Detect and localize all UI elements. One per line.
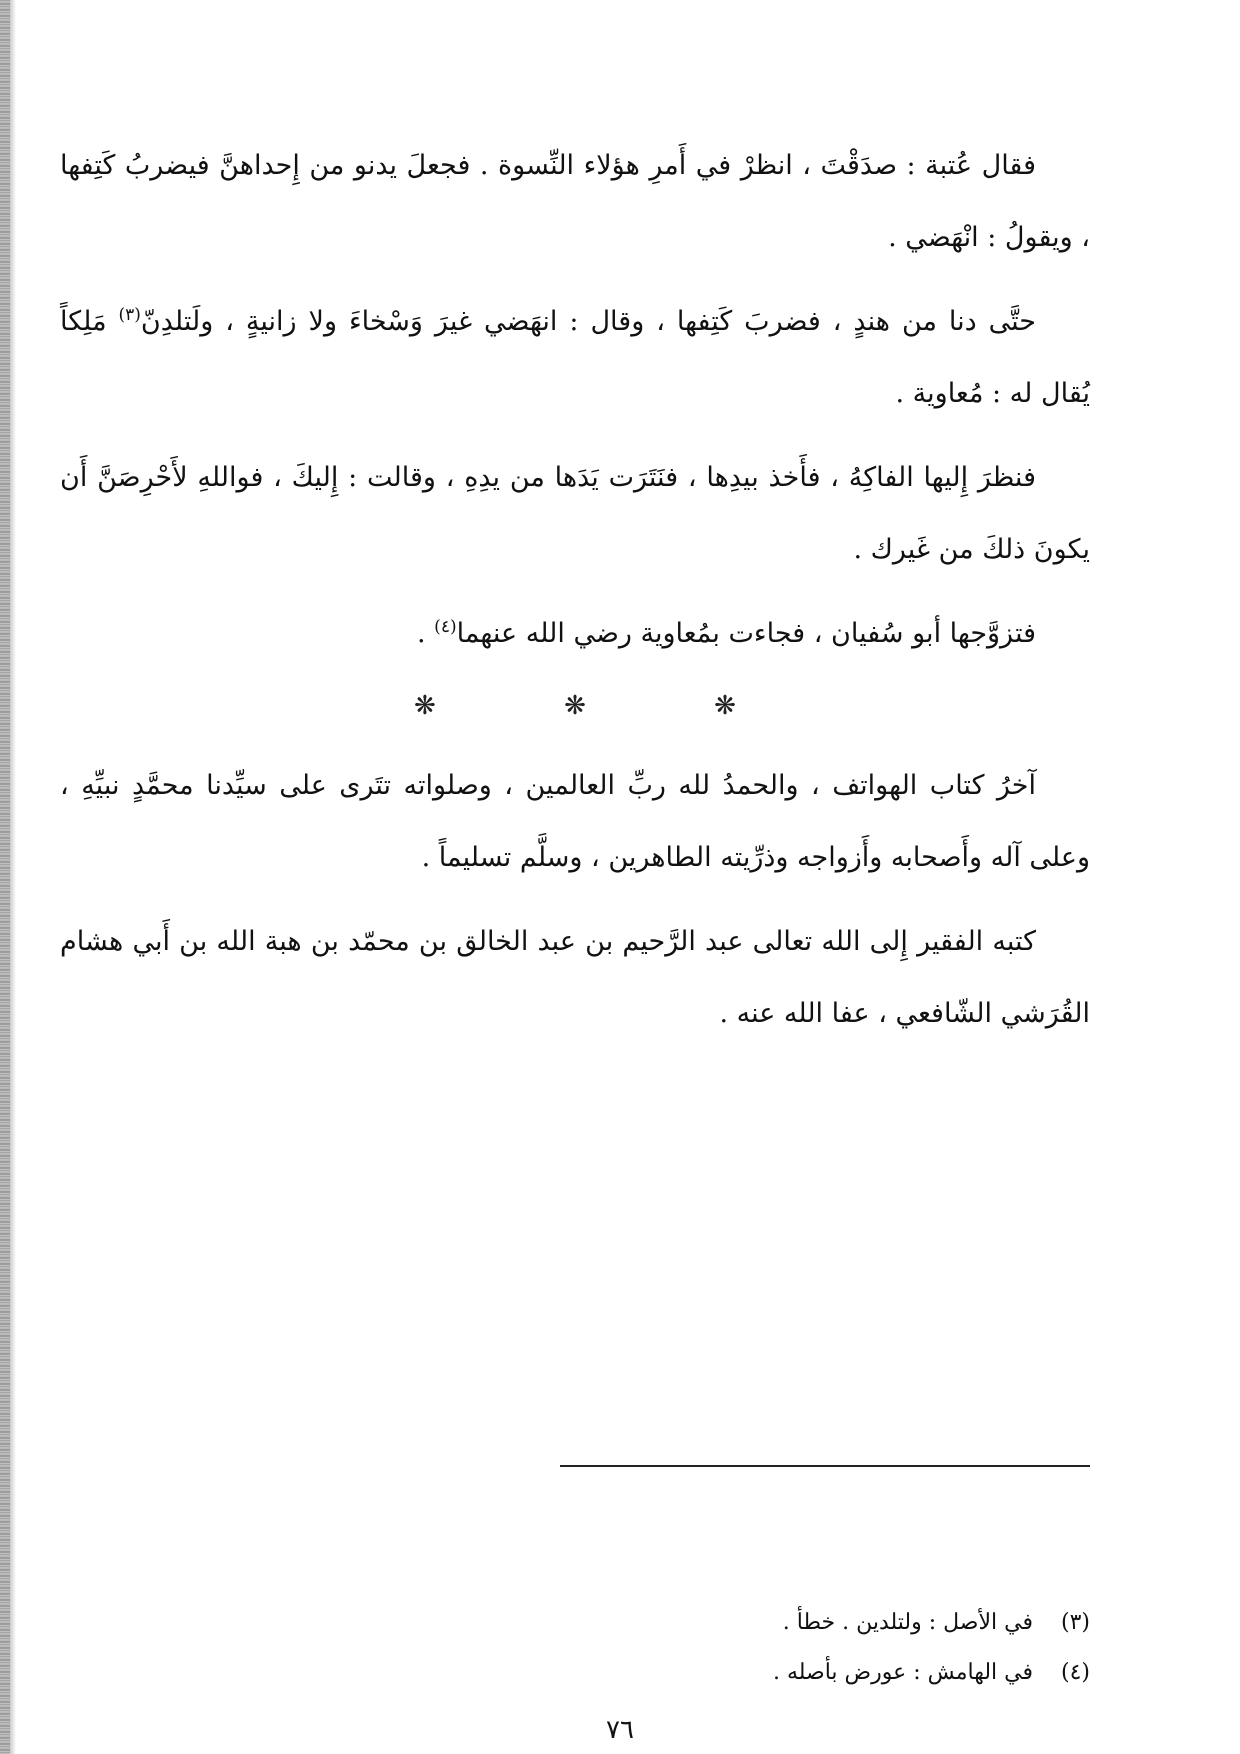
paragraph-text: فتزوَّجها أبو سُفيان ، فجاءت بمُعاوية رضي الله عنهما <box>456 618 1036 649</box>
footnote-3 <box>560 1598 1090 1648</box>
section-separator-stars: ❋ ❋ ❋ <box>414 691 796 721</box>
footnote-4 <box>560 1648 1090 1698</box>
footnote-number: (٣) <box>1060 1610 1090 1635</box>
paragraph-text: حتَّى دنا من هندٍ ، فضربَ كَتِفها ، وقال : انهَضي غيرَ وَسْخاءَ ولا زانيةٍ ، ولَتلدِنّ <box>140 306 1036 337</box>
footnote-mark: (٤) <box>434 617 457 637</box>
paragraph-text: فنظرَ إِليها الفاكِهُ ، فأَخذ بيدِها ، فنَتَرَت يَدَها من يدِهِ ، وقالت : إِليكَ ، فواللهِ لأَحْرِصَنَّ أَن يكونَ ذلكَ من غَيرك . <box>60 462 1090 565</box>
binding-edge-shadow <box>0 0 10 1754</box>
paragraph-utba <box>60 130 1090 274</box>
scribe-paragraph <box>60 906 1090 1050</box>
footnote-number: (٤) <box>1060 1660 1090 1685</box>
footnotes <box>560 1598 1090 1698</box>
paragraph-fakih <box>60 442 1090 586</box>
paragraph-text-continued: مَلِكاً يُقال له : مُعاوية . <box>60 306 1090 409</box>
footnote-text: في الهامش : عورض بأصله . <box>772 1660 1033 1685</box>
page-number: ٧٦ <box>606 1715 634 1745</box>
footnote-divider <box>560 1465 1090 1467</box>
colophon-paragraph <box>60 750 1090 894</box>
paragraph-hind <box>60 286 1090 430</box>
paragraph-text: آخرُ كتاب الهواتف ، والحمدُ لله ربِّ العالمين ، وصلواته تتَرى على سيِّدنا محمَّدٍ نبيِّهِ ، وعلى آله وأَصحابه وأَزواجه وذرِّيته الطاهرين ، وسلَّم تسليماً . <box>60 770 1090 873</box>
footnote-text: في الأصل : ولتلدين . خطأ . <box>782 1610 1033 1635</box>
paragraph-text: فقال عُتبة : صدَقْتَ ، انظرْ في أَمرِ هؤلاء النِّسوة . فجعلَ يدنو من إِحداهنَّ فيضربُ كَتِفها ، ويقولُ : انْهَضي . <box>60 150 1090 253</box>
paragraph-abu-sufyan <box>60 598 1090 670</box>
footnote-mark: (٣) <box>118 305 141 325</box>
paragraph-text: كتبه الفقير إِلى الله تعالى عبد الرَّحيم بن عبد الخالق بن محمّد بن هبة الله بن أَبي هشام القُرَشي الشّافعي ، عفا الله عنه . <box>60 926 1090 1029</box>
page-body <box>60 130 1090 1062</box>
paragraph-text-continued: . <box>417 618 435 649</box>
